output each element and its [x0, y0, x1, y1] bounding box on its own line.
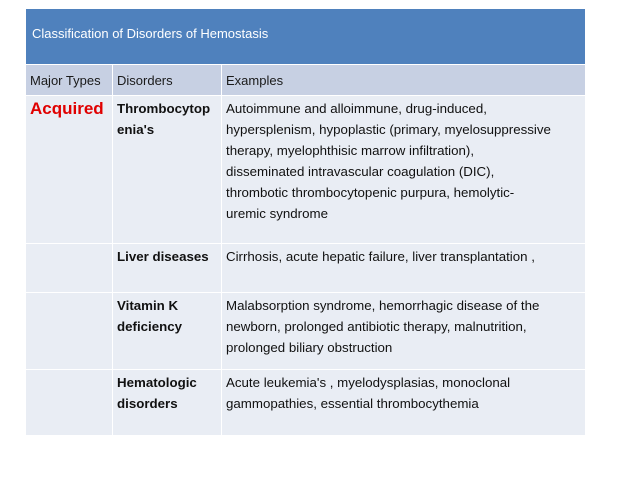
major-type-empty	[26, 370, 113, 435]
example-line: hypersplenism, hypoplastic (primary, myelosuppressive	[226, 122, 551, 137]
example-line: newborn, prolonged antibiotic therapy, malnutrition,	[226, 319, 527, 334]
examples-cell	[222, 293, 585, 369]
examples-cell	[222, 370, 585, 435]
major-type-acquired: Acquired	[26, 96, 113, 243]
example-line: Cirrhosis, acute hepatic failure, liver transplantation ,	[226, 249, 535, 264]
hemostasis-table	[26, 9, 585, 436]
disorder-cell	[113, 370, 222, 435]
header-row	[26, 65, 585, 96]
major-type-empty	[26, 293, 113, 369]
disorder-cell	[113, 293, 222, 369]
example-line: Acute leukemia's , myelodysplasias, monoclonal	[226, 375, 511, 390]
table-title: Classification of Disorders of Hemostasis	[26, 9, 585, 65]
examples-cell	[222, 244, 585, 292]
disorder-line: Liver diseases	[117, 249, 209, 264]
disorder-cell	[113, 96, 222, 243]
examples-cell	[222, 96, 585, 243]
major-type-empty	[26, 244, 113, 292]
table-row	[26, 96, 585, 244]
example-line: therapy, myelophthisic marrow infiltration),	[226, 143, 475, 158]
disorder-line: Thrombocytop	[117, 101, 211, 116]
disorder-line: disorders	[117, 396, 178, 411]
example-line: uremic syndrome	[226, 206, 328, 221]
header-examples: Examples	[226, 73, 284, 88]
disorder-line: Hematologic	[117, 375, 197, 390]
table-row	[26, 293, 585, 370]
example-line: thrombotic thrombocytopenic purpura, hemolytic-	[226, 185, 515, 200]
table-row	[26, 370, 585, 436]
disorder-line: enia's	[117, 122, 155, 137]
disorder-line: deficiency	[117, 319, 183, 334]
disorder-line: Vitamin K	[117, 298, 179, 313]
example-line: Autoimmune and alloimmune, drug-induced,	[226, 101, 487, 116]
example-line: gammopathies, essential thrombocythemia	[226, 396, 479, 411]
header-major-types: Major Types	[26, 65, 113, 95]
header-disorders: Disorders	[113, 65, 222, 95]
example-line: prolonged biliary obstruction	[226, 340, 393, 355]
disorder-cell	[113, 244, 222, 292]
table-row	[26, 244, 585, 293]
example-line: disseminated intravascular coagulation (DIC),	[226, 164, 495, 179]
example-line: Malabsorption syndrome, hemorrhagic disease of the	[226, 298, 540, 313]
